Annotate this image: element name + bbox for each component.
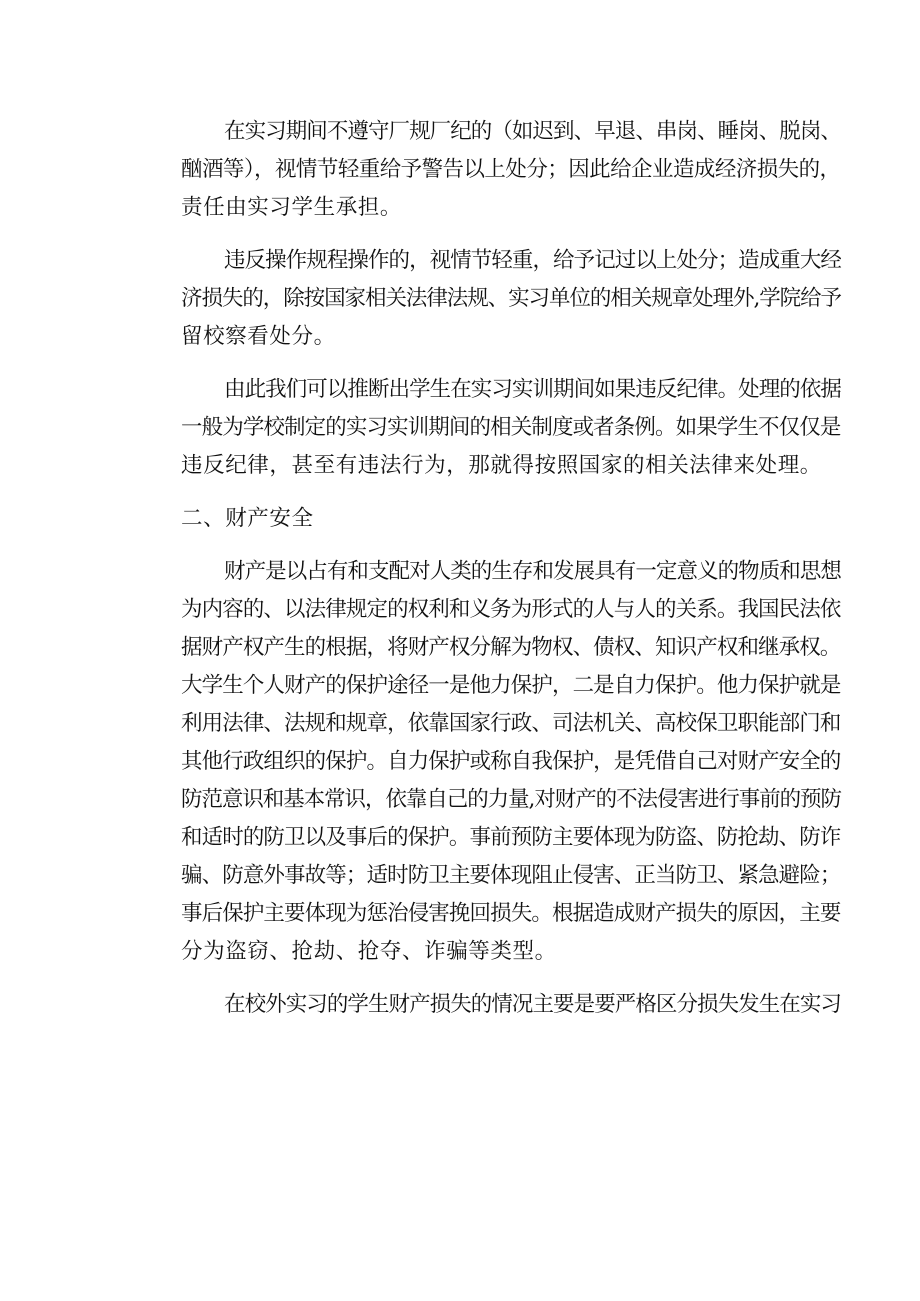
text-line: 违反操作规程操作的，视情节轻重，给予记过以上处分；造成重大经: [224, 248, 841, 273]
paragraph-handling-basis: [138, 371, 841, 485]
paragraph-discipline-violation: [138, 113, 841, 227]
paragraph-operation-violation: [138, 242, 841, 356]
text-line: 和适时的防卫以及事后的保护。事前预防主要体现为防盗、防抢劫、防诈: [181, 825, 841, 850]
paragraph-property-definition: [138, 553, 841, 971]
text-line: 为内容的、以法律规定的权利和义务为形式的人与人的关系。我国民法依: [181, 597, 841, 622]
text-line: 责任由实习学生承担。: [181, 195, 403, 220]
text-line: 济损失的，除按国家相关法律法规、实习单位的相关规章处理外,学院给予: [181, 286, 841, 311]
text-line: 分为盗窃、抢劫、抢夺、诈骗等类型。: [181, 939, 557, 964]
text-line: 由此我们可以推断出学生在实习实训期间如果违反纪律。处理的依据: [224, 377, 841, 402]
text-line: 在校外实习的学生财产损失的情况主要是要严格区分损失发生在实习: [224, 992, 841, 1017]
text-line: 据财产权产生的根据，将财产权分解为物权、债权、知识产权和继承权。: [181, 635, 841, 660]
text-line: 事后保护主要体现为惩治侵害挽回损失。根据造成财产损失的原因，主要: [181, 901, 841, 926]
text-line: 其他行政组织的保护。自力保护或称自我保护，是凭借自己对财产安全的: [181, 749, 841, 774]
text-line: 留校察看处分。: [181, 324, 336, 349]
text-line: 利用法律、法规和规章，依靠国家行政、司法机关、高校保卫职能部门和: [181, 711, 841, 736]
text-line: 财产是以占有和支配对人类的生存和发展具有一定意义的物质和思想: [224, 559, 841, 584]
text-line: 在实习期间不遵守厂规厂纪的（如迟到、早退、串岗、睡岗、脱岗、: [224, 119, 841, 144]
text-line: 一般为学校制定的实习实训期间的相关制度或者条例。如果学生不仅仅是: [181, 415, 841, 440]
paragraph-offsite-internship: [138, 986, 841, 1024]
text-line: 防范意识和基本常识，依靠自己的力量,对财产的不法侵害进行事前的预防: [181, 787, 841, 812]
section-heading-property-safety: [138, 500, 798, 538]
text-line: 酗酒等），视情节轻重给予警告以上处分；因此给企业造成经济损失的，: [181, 157, 841, 182]
document-body: [138, 113, 841, 1039]
text-line: 骗、防意外事故等；适时防卫主要体现阻止侵害、正当防卫、紧急避险；: [181, 863, 841, 888]
heading-text: 二、财产安全: [181, 506, 314, 531]
text-line: 大学生个人财产的保护途径一是他力保护，二是自力保护。他力保护就是: [181, 673, 841, 698]
text-line: 违反纪律，甚至有违法行为，那就得按照国家的相关法律来处理。: [181, 453, 822, 478]
